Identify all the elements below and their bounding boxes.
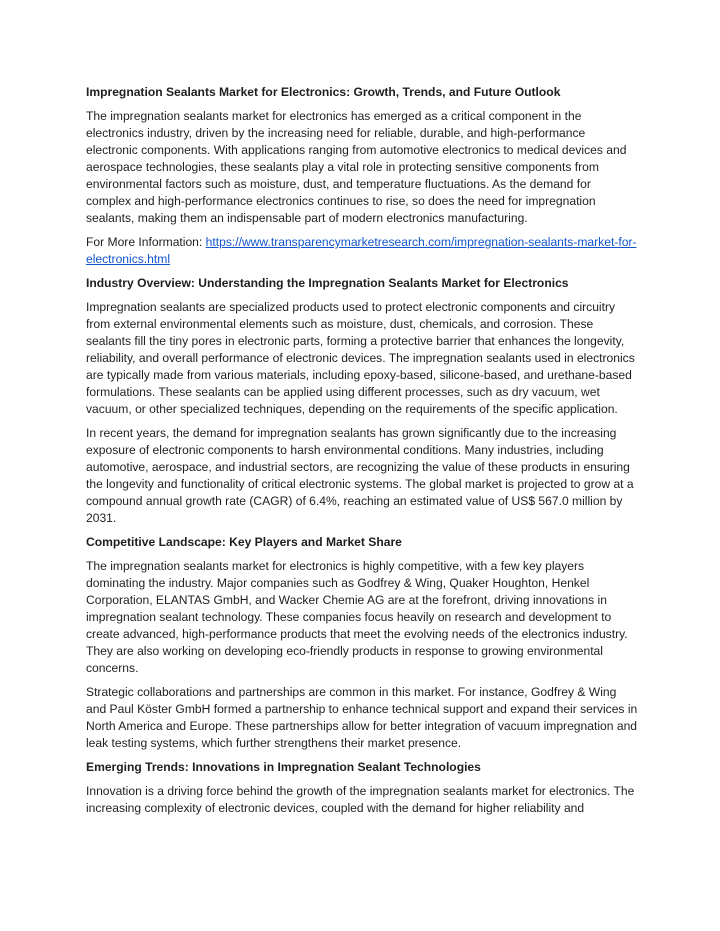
industry-overview-paragraph-1: Impregnation sealants are specialized products used to protect electronic components and circuitry from external environmental elements such as moisture, dust, chemicals, and corrosion. These sealants fill the tiny pores in electronic parts, forming a protective barrier that enhances the longevity, reliability, and overall performance of electronic devices. The impregnation sealants used in electronics are typically made from various materials, including epoxy-based, silicone-based, and urethane-based formulations. These sealants can be applied using different processes, such as dry vacuum, wet vacuum, or other specialized techniques, depending on the requirements of the specific application. — [86, 300, 635, 416]
more-info-label: For More Information: — [86, 235, 206, 249]
more-info-link[interactable]: https://www.transparencymarketresearch.com/impregnation-sealants-market-for-electronics.html — [86, 235, 637, 266]
competitive-landscape-paragraph-1: The impregnation sealants market for electronics is highly competitive, with a few key players dominating the industry. Major companies such as Godfrey & Wing, Quaker Houghton, Henkel Corporation, ELANTAS GmbH, and Wacker Chemie AG are at the forefront, driving innovations in impregnation sealant technology. These companies focus heavily on research and development to create advanced, high-performance products that meet the evolving needs of the electronics industry. They are also working on developing eco-friendly products in response to growing environmental concerns. — [86, 559, 628, 675]
section-heading-emerging-trends: Emerging Trends: Innovations in Impregnation Sealant Technologies — [86, 760, 481, 774]
industry-overview-paragraph-2: In recent years, the demand for impregnation sealants has grown significantly due to the increasing exposure of electronic components to harsh environmental conditions. Many industries, including automotive, aerospace, and industrial sectors, are recognizing the value of these products in ensuring the longevity and functionality of critical electronic systems. The global market is projected to grow at a compound annual growth rate (CAGR) of 6.4%, reaching an estimated value of US$ 567.0 million by 2031. — [86, 426, 634, 525]
section-heading-competitive-landscape: Competitive Landscape: Key Players and Market Share — [86, 535, 402, 549]
more-info-paragraph — [86, 234, 638, 268]
document-title: Impregnation Sealants Market for Electronics: Growth, Trends, and Future Outlook — [86, 85, 561, 99]
document-body — [86, 84, 638, 824]
competitive-landscape-paragraph-2: Strategic collaborations and partnerships are common in this market. For instance, Godfrey & Wing and Paul Köster GmbH formed a partnership to enhance technical support and expand their services in North America and Europe. These partnerships allow for better integration of vacuum impregnation and leak testing systems, which further strengthens their market presence. — [86, 685, 638, 750]
intro-paragraph: The impregnation sealants market for electronics has emerged as a critical component in the electronics industry, driven by the increasing need for reliable, durable, and high-performance electronic components. With applications ranging from automotive electronics to medical devices and aerospace technologies, these sealants play a vital role in protecting sensitive components from environmental factors such as moisture, dust, and temperature fluctuations. As the demand for complex and high-performance electronics continues to rise, so does the need for impregnation sealants, making them an indispensable part of modern electronics manufacturing. — [86, 109, 627, 225]
emerging-trends-paragraph-1: Innovation is a driving force behind the growth of the impregnation sealants market for electronics. The increasing complexity of electronic devices, coupled with the demand for higher reliability and — [86, 784, 635, 815]
section-heading-industry-overview: Industry Overview: Understanding the Impregnation Sealants Market for Electronics — [86, 276, 569, 290]
